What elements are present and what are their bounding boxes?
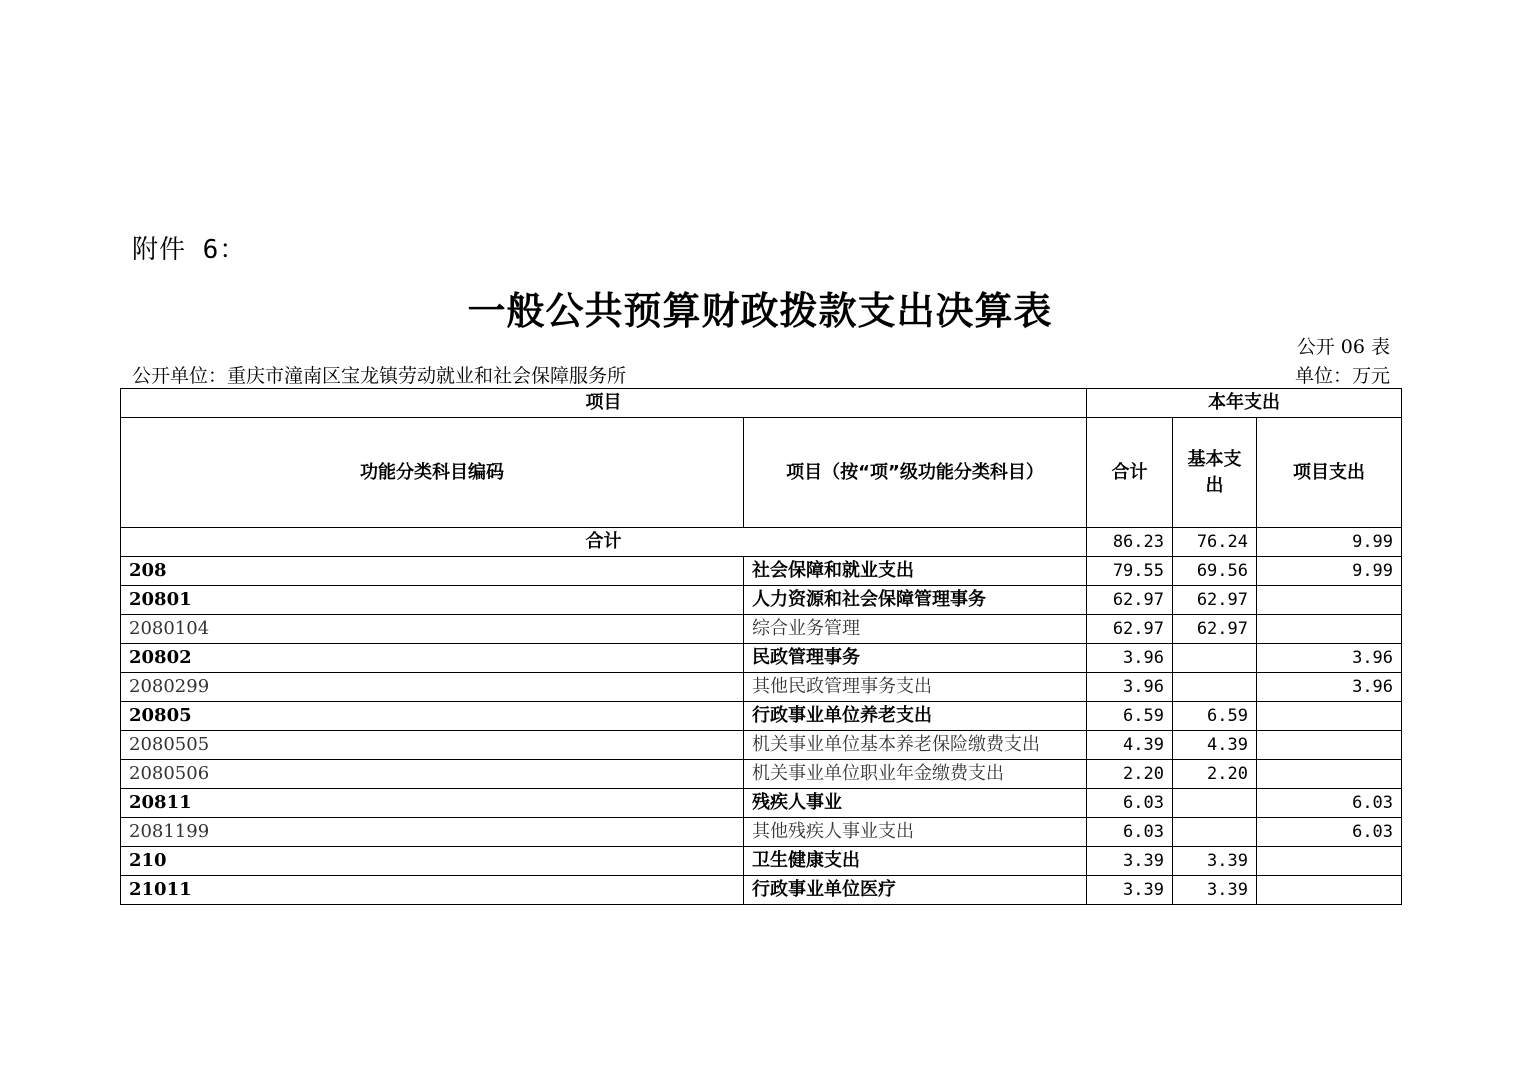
table-row — [121, 615, 1402, 644]
table-row — [121, 760, 1402, 789]
table-row — [121, 847, 1402, 876]
row-total: 6.59 — [1087, 702, 1173, 731]
header-row-top — [121, 389, 1402, 418]
row-project — [1257, 731, 1402, 760]
row-total: 3.96 — [1087, 644, 1173, 673]
budget-table — [120, 388, 1402, 905]
row-name: 其他残疾人事业支出 — [744, 818, 1087, 847]
row-name: 残疾人事业 — [744, 789, 1087, 818]
row-project: 6.03 — [1257, 789, 1402, 818]
table-row — [121, 644, 1402, 673]
row-total: 62.97 — [1087, 586, 1173, 615]
row-name: 民政管理事务 — [744, 644, 1087, 673]
row-code: 2080505 — [121, 731, 744, 760]
row-code: 20805 — [121, 702, 744, 731]
header-row-columns — [121, 418, 1402, 528]
row-project: 3.96 — [1257, 673, 1402, 702]
row-basic: 62.97 — [1173, 586, 1257, 615]
row-code: 210 — [121, 847, 744, 876]
row-project: 3.96 — [1257, 644, 1402, 673]
row-total: 79.55 — [1087, 557, 1173, 586]
row-code: 208 — [121, 557, 744, 586]
row-project — [1257, 760, 1402, 789]
table-row — [121, 876, 1402, 905]
table-row — [121, 557, 1402, 586]
row-basic — [1173, 673, 1257, 702]
row-basic: 3.39 — [1173, 876, 1257, 905]
row-total: 2.20 — [1087, 760, 1173, 789]
table-row — [121, 702, 1402, 731]
attachment-label: 附件 6： — [132, 235, 247, 265]
col-header-basic: 基本支出 — [1173, 418, 1257, 528]
row-basic — [1173, 818, 1257, 847]
table-row — [121, 731, 1402, 760]
row-name: 社会保障和就业支出 — [744, 557, 1087, 586]
row-name: 其他民政管理事务支出 — [744, 673, 1087, 702]
row-project — [1257, 586, 1402, 615]
row-basic: 3.39 — [1173, 847, 1257, 876]
row-name: 综合业务管理 — [744, 615, 1087, 644]
header-current-year: 本年支出 — [1087, 389, 1402, 418]
col-header-code: 功能分类科目编码 — [121, 418, 744, 528]
row-code: 20811 — [121, 789, 744, 818]
row-basic: 6.59 — [1173, 702, 1257, 731]
row-code: 20802 — [121, 644, 744, 673]
publishing-unit: 公开单位：重庆市潼南区宝龙镇劳动就业和社会保障服务所 — [132, 365, 627, 387]
row-total: 6.03 — [1087, 818, 1173, 847]
row-code: 2081199 — [121, 818, 744, 847]
row-code: 21011 — [121, 876, 744, 905]
header-item: 项目 — [121, 389, 1087, 418]
col-header-project: 项目支出 — [1257, 418, 1402, 528]
row-total: 3.96 — [1087, 673, 1173, 702]
total-project: 9.99 — [1257, 528, 1402, 557]
table-row — [121, 586, 1402, 615]
table-row — [121, 673, 1402, 702]
row-total: 3.39 — [1087, 876, 1173, 905]
row-name: 行政事业单位养老支出 — [744, 702, 1087, 731]
total-basic: 76.24 — [1173, 528, 1257, 557]
form-number: 公开 06 表 — [1296, 336, 1390, 358]
row-basic: 4.39 — [1173, 731, 1257, 760]
row-name: 机关事业单位基本养老保险缴费支出 — [744, 731, 1087, 760]
row-total: 62.97 — [1087, 615, 1173, 644]
row-total: 4.39 — [1087, 731, 1173, 760]
col-header-total: 合计 — [1087, 418, 1173, 528]
row-name: 人力资源和社会保障管理事务 — [744, 586, 1087, 615]
row-project — [1257, 876, 1402, 905]
total-total: 86.23 — [1087, 528, 1173, 557]
row-name: 行政事业单位医疗 — [744, 876, 1087, 905]
row-code: 2080104 — [121, 615, 744, 644]
total-label: 合计 — [121, 528, 1087, 557]
row-basic: 69.56 — [1173, 557, 1257, 586]
row-basic — [1173, 789, 1257, 818]
row-name: 机关事业单位职业年金缴费支出 — [744, 760, 1087, 789]
row-project — [1257, 702, 1402, 731]
row-basic: 2.20 — [1173, 760, 1257, 789]
amount-unit: 单位：万元 — [1294, 365, 1390, 387]
row-project — [1257, 847, 1402, 876]
row-project — [1257, 615, 1402, 644]
row-total: 6.03 — [1087, 789, 1173, 818]
row-code: 2080506 — [121, 760, 744, 789]
row-name: 卫生健康支出 — [744, 847, 1087, 876]
total-row — [121, 528, 1402, 557]
row-project: 9.99 — [1257, 557, 1402, 586]
row-basic — [1173, 644, 1257, 673]
row-code: 20801 — [121, 586, 744, 615]
row-code: 2080299 — [121, 673, 744, 702]
table-row — [121, 818, 1402, 847]
col-header-name: 项目（按“项”级功能分类科目） — [744, 418, 1087, 528]
document-title: 一般公共预算财政拨款支出决算表 — [467, 289, 1053, 333]
table-row — [121, 789, 1402, 818]
row-project: 6.03 — [1257, 818, 1402, 847]
row-basic: 62.97 — [1173, 615, 1257, 644]
row-total: 3.39 — [1087, 847, 1173, 876]
